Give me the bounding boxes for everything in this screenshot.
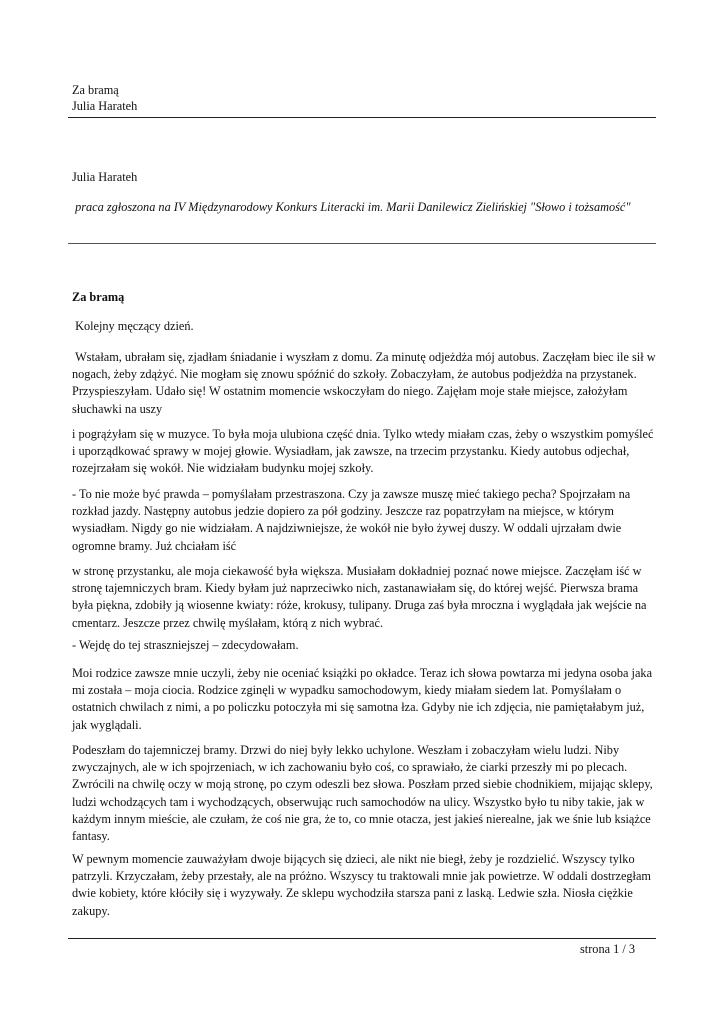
- page-header: [72, 83, 137, 114]
- footer-divider: [68, 938, 656, 939]
- page-number: strona 1 / 3: [580, 942, 635, 956]
- paragraph: Moi rodzice zawsze mnie uczyli, żeby nie oceniać książki po okładce. Teraz ich słowa powtarza mi jedyna osoba jaka mi została – moja ciocia. Rodzice zginęli w wypadku samochodowym, kiedy miałam siedem lat. Pomyślałam o ostatnich chwilach z nimi, a po policzku potoczyła mi się samotna łza. Gdyby nie ich zdjęcia, nie pamiętałabym już, jak wyglądali.: [72, 666, 656, 732]
- paragraph: Wstałam, ubrałam się, zjadłam śniadanie i wyszłam z domu. Za minutę odjeżdża mój autobus. Zaczęłam biec ile sił w nogach, żeby zdążyć. Nie mogłam się znowu spóźnić do szkoły. Zobaczyłam, że autobus podjeżdża na przystanek. Przyspieszyłam. Udało się! W ostatnim momencie wskoczyłam do niego. Zajęłam moje stałe miejsce, założyłam słuchawki na uszy: [72, 350, 659, 416]
- header-divider: [68, 117, 656, 118]
- author-name: Julia Harateh: [72, 170, 138, 184]
- paragraph: Kolejny męczący dzień.: [72, 319, 194, 333]
- paragraph: Podeszłam do tajemniczej bramy. Drzwi do niej były lekko uchylone. Weszłam i zobaczyłam wielu ludzi. Niby zwyczajnych, ale w ich spojrzeniach, w ich zachowaniu było coś, co sprawiało, że ciarki przeszły mi po plecach. Zwrócili na chwilę oczy w moją stronę, po czym odeszli bez słowa. Poszłam przed siebie chodnikiem, mijając sklepy, ludzi wchodzących tam i wychodzących, obserwując ruch samochodów na ulicy. Wszystko było tu niby takie, jak w każdym innym mieście, ale czułam, że coś nie gra, że to, co mnie otacza, jest jakieś nierealne, jak we śnie lub książce fantasy.: [72, 743, 656, 844]
- story-title: Za bramą: [72, 290, 125, 304]
- paragraph: w stronę przystanku, ale moja ciekawość była większa. Musiałam dokładniej poznać nowe miejsce. Zaczęłam iść w stronę tajemniczych bram. Kiedy byłam już naprzeciwko nich, zastanawiałam się, do której wejść. Pierwsza brama była piękna, zdobiły ją wiosenne kwiaty: róże, krokusy, tulipany. Druga zaś była mroczna i wyglądała jak wejście na cmentarz. Jeszcze przez chwilę myślałam, którą z nich wybrać.: [72, 564, 650, 630]
- section-divider: [68, 243, 656, 244]
- paragraph: - To nie może być prawda – pomyślałam przestraszona. Czy ja zawsze muszę mieć takiego pecha? Spojrzałam na rozkład jazdy. Następny autobus jedzie dopiero za pół godziny. Jeszcze raz popatrzyłam na miejsce, w którym wysiadłam. Nigdy go nie widziałam. A najdziwniejsze, że wokół nie było żywej duszy. W oddali ujrzałam dwie ogromne bramy. Już chciałam iść: [72, 487, 634, 553]
- paragraph: - Wejdę do tej straszniejszej – zdecydowałam.: [72, 638, 299, 652]
- header-author: Julia Harateh: [72, 98, 138, 113]
- paragraph: i pogrążyłam się w muzyce. To była moja ulubiona część dnia. Tylko wtedy miałam czas, żeby o wszystkim pomyśleć i uporządkować sprawy w mojej głowie. Wysiadłam, jak zawsze, na trzecim przystanku. Kiedy autobus odjechał, rozejrzałam się wokół. Nie widziałam budynku mojej szkoły.: [72, 427, 657, 476]
- competition-note: praca zgłoszona na IV Międzynarodowy Konkurs Literacki im. Marii Danilewicz Zielińskiej "Słowo i tożsamość": [72, 200, 631, 214]
- header-title: Za bramą: [72, 83, 119, 97]
- paragraph: W pewnym momencie zauważyłam dwoje bijących się dzieci, ale nikt nie biegł, żeby je rozdzielić. Wszyscy tylko patrzyli. Krzyczałam, żeby przestały, ale na próżno. Wszyscy tu traktowali mnie jak powietrze. W oddali dostrzegłam dwie kobiety, które kłóciły się i wyzywały. Ze sklepu wychodziła starsza pani z laską. Ledwie szła. Niosła ciężkie zakupy.: [72, 852, 655, 918]
